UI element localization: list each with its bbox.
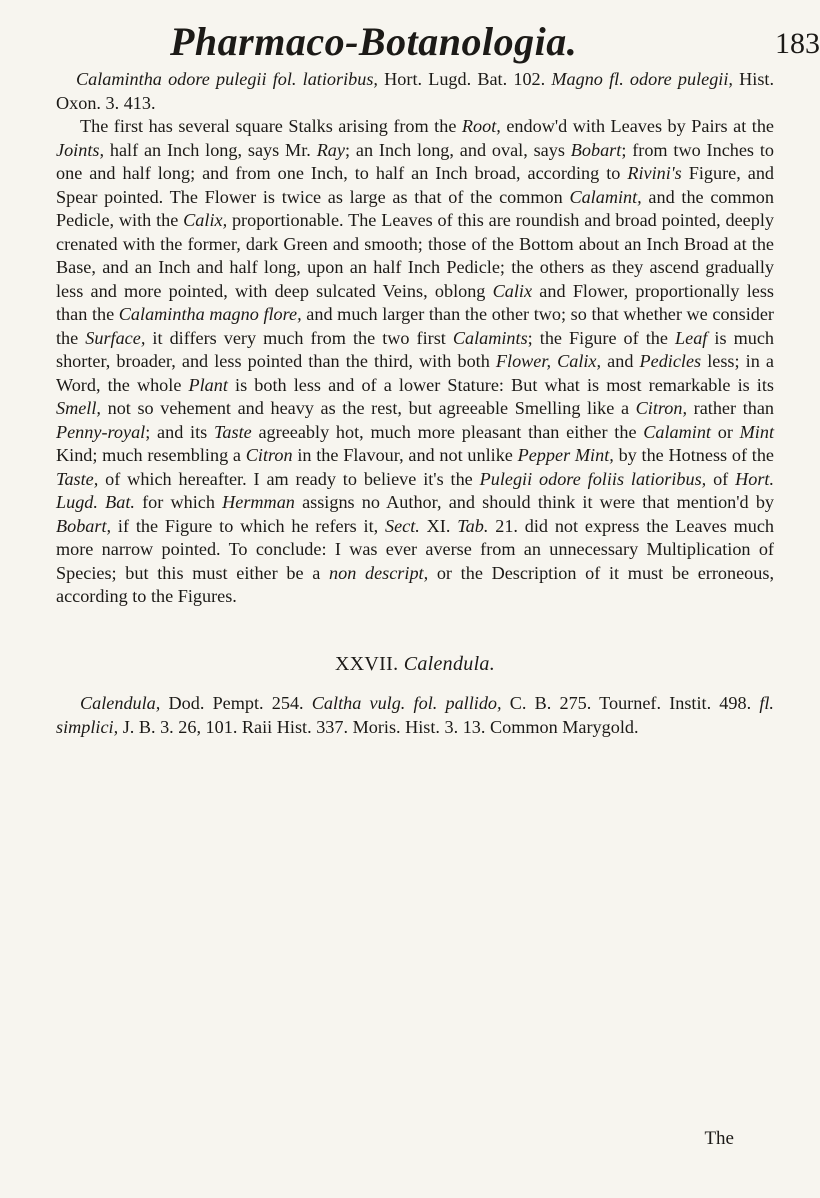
- italic-term: Tab.: [457, 515, 489, 536]
- italic-term: Taste,: [56, 468, 99, 489]
- italic-term: Calix,: [183, 210, 228, 230]
- text-run: of: [706, 468, 736, 489]
- text-run: is much shorter, broader, and less pointed than the third, with both: [56, 327, 774, 371]
- text-run: or the Description of it must be erroneous, according to the Figures.: [56, 562, 774, 606]
- synonym-ref: Hist. Oxon. 3. 413.: [56, 69, 774, 113]
- italic-term: Joints,: [56, 139, 104, 160]
- text-run: C. B. 275. Tournef. Instit. 498.: [501, 693, 760, 713]
- italic-term: Calendula,: [80, 693, 161, 713]
- italic-term: Surface,: [85, 327, 146, 348]
- italic-term: Hermman: [222, 492, 295, 512]
- italic-term: Bobart,: [56, 515, 112, 536]
- section-name: Calendula.: [403, 652, 496, 675]
- italic-term: non descript,: [329, 562, 429, 583]
- italic-term: Taste: [213, 421, 252, 442]
- text-run: agreeably hot, much more pleasant than either the: [251, 421, 644, 442]
- text-run: if the Figure to which he refers it,: [111, 515, 386, 536]
- italic-term: Smell,: [56, 398, 101, 418]
- text-run: for which: [134, 492, 223, 512]
- text-run: XI.: [419, 515, 458, 536]
- text-run: of which hereafter. I am ready to believe it's the: [98, 468, 480, 489]
- italic-term: Leaf: [675, 327, 708, 348]
- italic-term: Plant: [188, 374, 228, 395]
- italic-term: Citron,: [635, 398, 688, 418]
- text-run: proportionable. The Leaves of this are roundish and broad pointed, deeply crenated with the former, dark Green and smooth; those of the Bottom about an Inch Broad at the Base, and an Inch and half long, upon an half Inch Pedicle; the others as they ascend gradually less and more pointed, with deep sulcated Veins, oblong: [56, 210, 774, 301]
- text-run: or: [710, 421, 740, 442]
- text-run: rather than: [687, 398, 775, 418]
- text-run: by the Hotness of the: [613, 445, 774, 465]
- text-run: Figure, and Spear pointed. The Flower is twice as large as that of the common: [56, 163, 775, 207]
- italic-term: Caltha vulg. fol. pallido,: [311, 693, 502, 713]
- description-paragraph: [56, 115, 774, 609]
- italic-term: Calamint: [643, 421, 711, 442]
- page-number: 183: [775, 27, 820, 60]
- section-heading: [56, 653, 774, 677]
- italic-term: Calamint,: [569, 186, 642, 207]
- italic-term: Calamintha magno flore,: [118, 304, 302, 324]
- text-run: J. B. 3. 26, 101. Raii Hist. 337. Moris. Hist. 3. 13. Common Marygold.: [118, 716, 639, 737]
- text-run: Kind; much resembling a: [56, 445, 246, 465]
- italic-term: Calix: [492, 280, 533, 301]
- running-head: [170, 18, 820, 68]
- text-run: and the common Pedicle, with the: [56, 186, 774, 230]
- text-run: Dod. Pempt. 254.: [160, 693, 312, 713]
- text-run: less; in a Word, the whole: [56, 351, 774, 395]
- text-run: ; from two Inches to one and half long; and from one Inch, to half an Inch broad, according to: [56, 139, 775, 183]
- synonym-name: Calamintha odore pulegii fol. latioribus,: [76, 69, 378, 89]
- section-number: XXVII.: [334, 652, 399, 675]
- text-run: 21. did not express the Leaves much more narrow pointed. To conclude: I was ever averse from an unnecessary Multiplication of Species; but this must either be a: [56, 515, 774, 583]
- text-run: ; and its: [145, 421, 214, 442]
- italic-term: Bobart: [570, 139, 622, 160]
- italic-term: Pepper Mint,: [517, 445, 614, 465]
- text-run: and: [601, 351, 640, 371]
- synonym-name: Magno fl. odore pulegii,: [551, 69, 733, 89]
- text-run: ; the Figure of the: [527, 327, 676, 348]
- catchword: The: [704, 1128, 734, 1149]
- italic-term: Citron: [245, 445, 293, 465]
- text-run: it differs very much from the two first: [145, 327, 453, 348]
- italic-term: Calamints: [452, 327, 528, 348]
- text-run: is both less and of a lower Stature: But what is most remarkable is its: [227, 374, 774, 395]
- italic-term: fl. simplici,: [56, 693, 774, 737]
- running-title: Pharmaco-Botanologia.: [170, 19, 578, 64]
- italic-term: Mint: [739, 421, 774, 442]
- text-run: endow'd with Leaves by Pairs at the: [500, 116, 774, 136]
- text-run: The first has several square Stalks arising from the: [80, 116, 462, 136]
- italic-term: Ray: [316, 139, 345, 160]
- text-run: in the Flavour, and not unlike: [292, 445, 518, 465]
- italic-term: Flower, Calix,: [495, 351, 602, 371]
- italic-term: Hort. Lugd. Bat.: [56, 468, 774, 512]
- text-run: assigns no Author, and should think it were that mention'd by: [294, 492, 775, 512]
- text-run: not so vehement and heavy as the rest, but agreeable Smelling like a: [100, 398, 636, 418]
- italic-term: Rivini's: [627, 163, 682, 183]
- synonym-ref: Hort. Lugd. Bat. 102.: [377, 69, 552, 89]
- italic-term: Pedicles: [639, 351, 702, 371]
- text-run: half an Inch long, says Mr.: [104, 139, 317, 160]
- text-run: and much larger than the other two; so that whether we consider the: [56, 304, 774, 348]
- italic-term: Penny-royal: [56, 421, 146, 442]
- body-text: [56, 68, 774, 739]
- italic-term: Pulegii odore foliis latioribus,: [479, 468, 707, 489]
- calendula-synonyms-paragraph: [56, 692, 774, 739]
- synonym-paragraph: [56, 68, 774, 115]
- text-run: ; an Inch long, and oval, says: [344, 139, 571, 160]
- italic-term: Root,: [461, 116, 501, 136]
- italic-term: Sect.: [385, 515, 420, 536]
- text-run: and Flower, proportionally less than the: [56, 280, 774, 324]
